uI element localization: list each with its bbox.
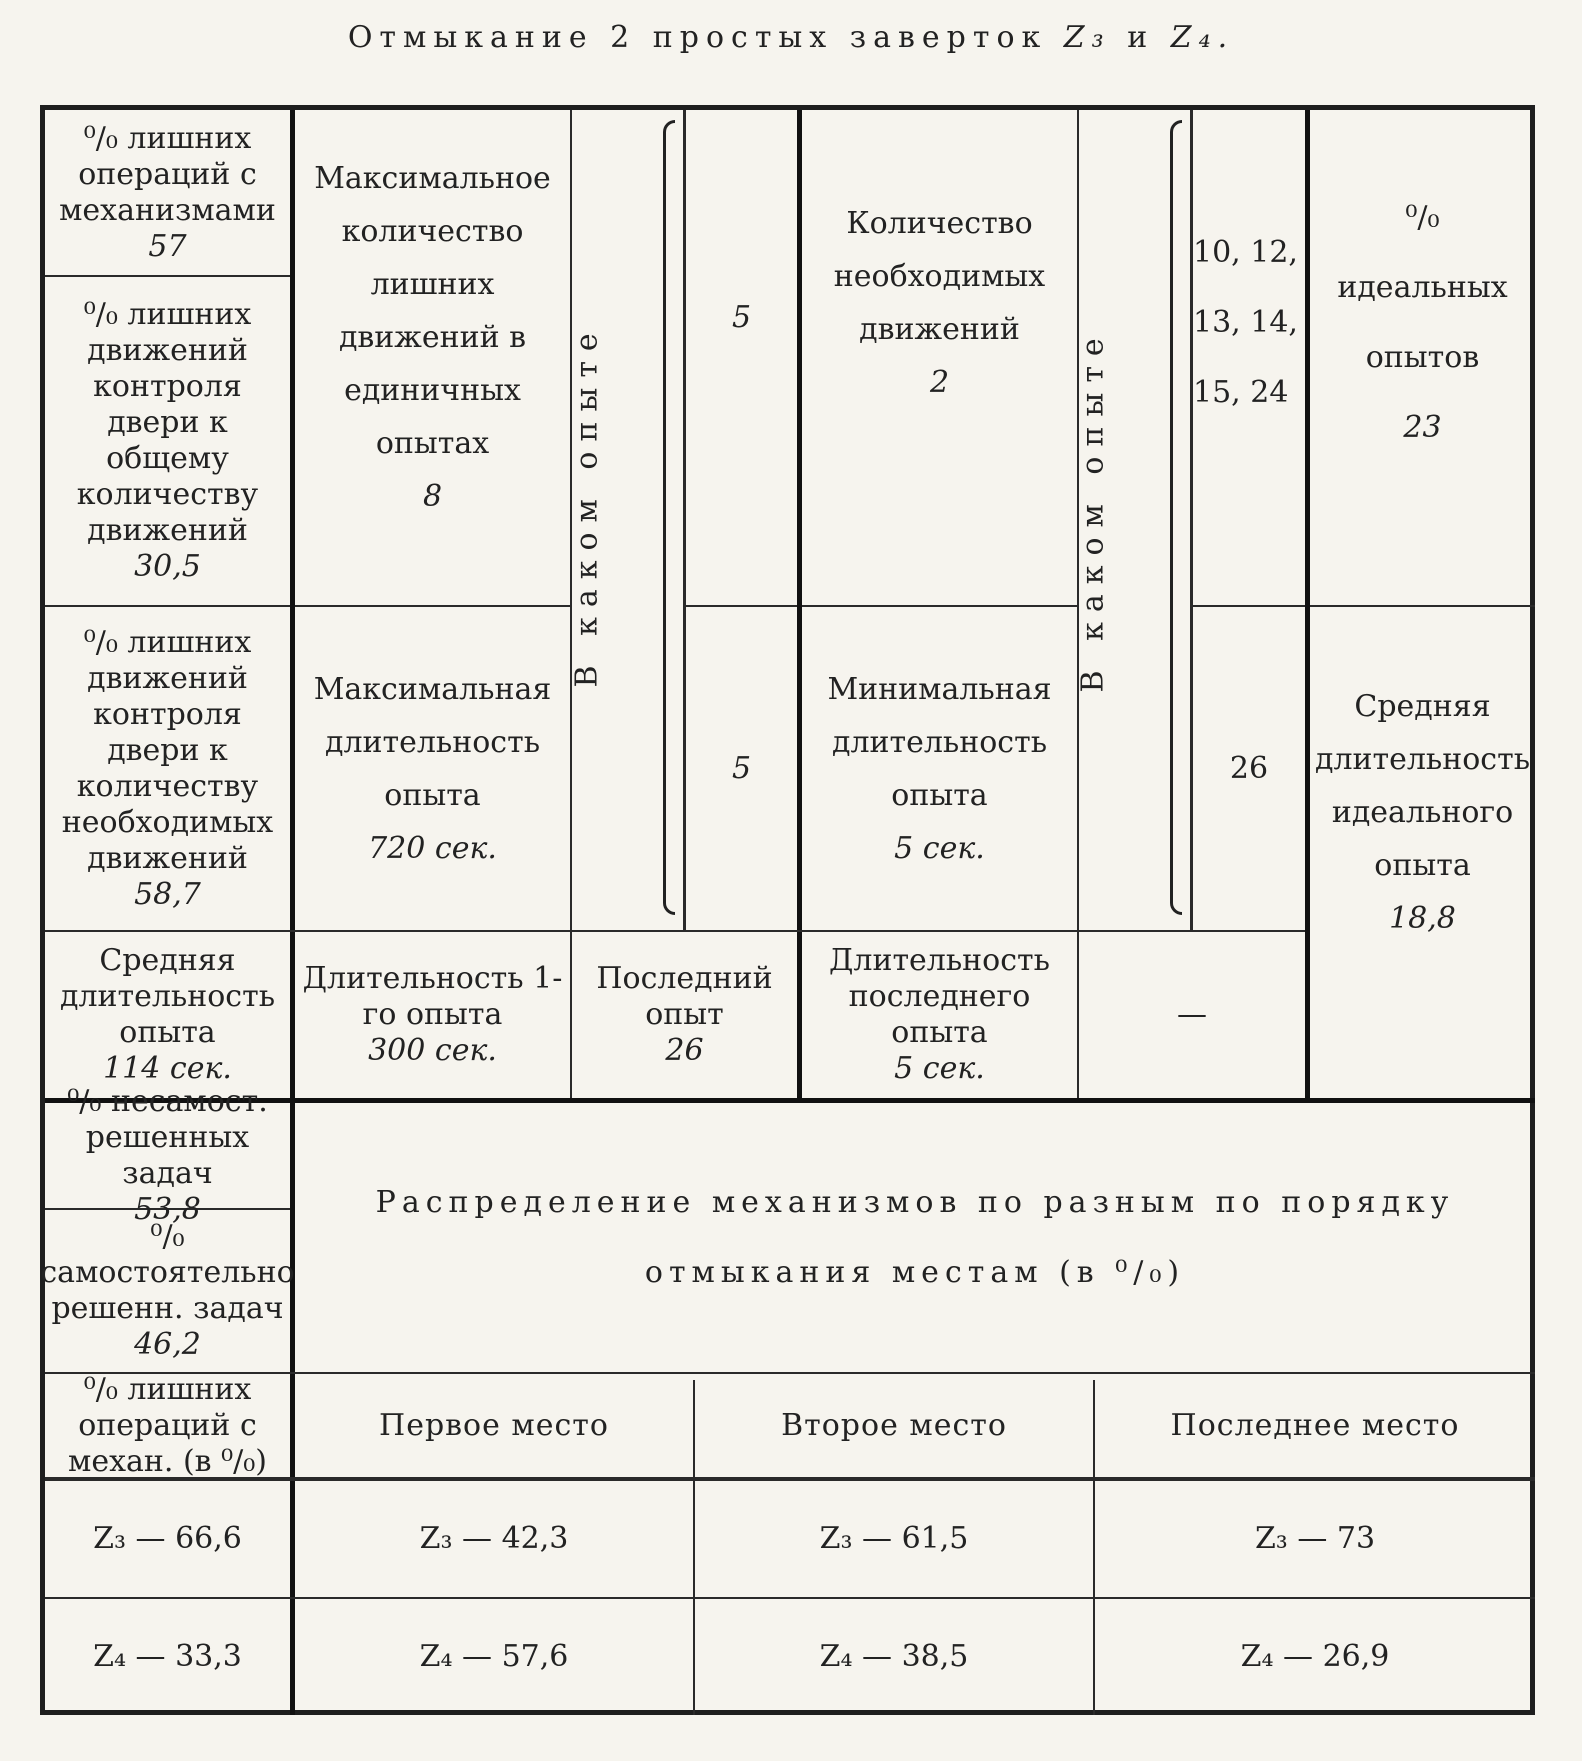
cell-min-duration bbox=[802, 607, 1077, 930]
first-place-header: Первое место bbox=[379, 1407, 609, 1443]
avg-value: 114 сек. bbox=[103, 1051, 232, 1086]
cell-experiment-26: 26 bbox=[1229, 750, 1269, 786]
last-experiment-value: 26 bbox=[665, 1033, 704, 1068]
cell-ops bbox=[45, 110, 290, 275]
experiment-list-line2: 13, 14, bbox=[1193, 304, 1298, 340]
min-duration-value: 5 сек. bbox=[894, 830, 985, 866]
door-needed-label: ⁰/₀ лишних движений контроля двери к количеству необходимых движений bbox=[61, 624, 274, 876]
last-place-header: Последнее место bbox=[1170, 1407, 1460, 1443]
max-duration-value: 720 сек. bbox=[368, 830, 497, 866]
cell-ideal bbox=[1310, 110, 1535, 605]
ops-mechanisms-label: ⁰/₀ лишних операций с механ. (в ⁰/₀) bbox=[68, 1371, 267, 1479]
independent-value: 46,2 bbox=[134, 1327, 201, 1362]
needed-moves-label: Количество необходимых движений bbox=[833, 205, 1046, 347]
avg-label: Средняя длительность опыта bbox=[59, 943, 276, 1050]
title-conj: и bbox=[1127, 20, 1155, 55]
min-duration-label: Минимальная длительность опыта bbox=[827, 671, 1052, 813]
experiment-number-bottom: 5 bbox=[731, 750, 752, 786]
door-total-value: 30,5 bbox=[134, 549, 201, 584]
experiment-list-line1: 10, 12, bbox=[1193, 234, 1298, 270]
avg-ideal-value: 18,8 bbox=[1389, 901, 1456, 936]
row1-last: Z₃ — 73 bbox=[1254, 1521, 1376, 1556]
nonindependent-label: ⁰/₀ несамост. решенных задач bbox=[67, 1083, 268, 1191]
cell-door-total bbox=[45, 277, 290, 605]
needed-moves-value: 2 bbox=[929, 364, 950, 400]
cell-avg bbox=[45, 932, 290, 1098]
max-duration-label: Максимальная длительность опыта bbox=[313, 671, 552, 813]
row2-first: Z₄ — 57,6 bbox=[419, 1639, 569, 1674]
cell-door-needed bbox=[45, 607, 290, 930]
max-extra-value: 8 bbox=[422, 479, 443, 514]
ideal-label: ⁰/₀ идеальных опытов bbox=[1337, 199, 1508, 375]
row1-ops: Z₃ — 66,6 bbox=[93, 1521, 242, 1556]
ideal-value: 23 bbox=[1403, 409, 1442, 445]
cell-ops-mechanisms bbox=[45, 1371, 290, 1479]
second-place-header: Второе место bbox=[781, 1407, 1007, 1443]
door-needed-value: 58,7 bbox=[134, 876, 201, 912]
cell-needed-moves bbox=[802, 110, 1077, 605]
main-table bbox=[40, 105, 1535, 1715]
experiment-list-line3: 15, 24 bbox=[1193, 374, 1289, 410]
ops-label: ⁰/₀ лишних операций с механизмами bbox=[59, 120, 276, 228]
distribution-heading bbox=[295, 1103, 1535, 1372]
cell-dash: — bbox=[1177, 997, 1207, 1032]
independent-label: ⁰/₀ самостоятельно решенн. задач bbox=[40, 1219, 295, 1326]
max-extra-label: Максимальное количество лишних движений в единичных опытах bbox=[314, 161, 551, 461]
nonindependent-value: 53,8 bbox=[134, 1191, 201, 1227]
cell-experiment-list bbox=[1193, 110, 1305, 605]
cell-independent bbox=[40, 1210, 295, 1372]
title-prefix: Отмыкание 2 простых заверток bbox=[347, 20, 1048, 55]
first-duration-label: Длительность 1-го опыта bbox=[302, 961, 563, 1032]
last-duration-value: 5 сек. bbox=[894, 1051, 985, 1086]
avg-ideal-label: Средняя длительность идеального опыта bbox=[1314, 689, 1531, 883]
ops-value: 57 bbox=[148, 228, 187, 264]
cell-first-duration bbox=[295, 932, 570, 1098]
row2-ops: Z₄ — 33,3 bbox=[93, 1639, 242, 1674]
last-experiment-label: Последний опыт bbox=[596, 961, 773, 1032]
door-total-label: ⁰/₀ лишних движений контроля двери к общему количеству движений bbox=[76, 297, 259, 548]
page-title bbox=[0, 20, 1582, 55]
cell-last-experiment bbox=[572, 932, 797, 1098]
row2-last: Z₄ — 26,9 bbox=[1240, 1639, 1390, 1674]
cell-last-duration bbox=[802, 932, 1077, 1098]
row2-second: Z₄ — 38,5 bbox=[819, 1639, 969, 1674]
distribution-line1: Распределение механизмов по разным по порядку bbox=[375, 1184, 1455, 1220]
last-duration-label: Длительность последнего опыта bbox=[829, 943, 1050, 1050]
cell-max-duration bbox=[295, 607, 570, 930]
brace bbox=[663, 120, 675, 915]
experiment-number-top: 5 bbox=[731, 299, 752, 335]
cell-nonindependent bbox=[45, 1083, 290, 1227]
which-experiment-label: В каком опыте bbox=[569, 323, 605, 688]
which-experiment-label-2: В каком опыте bbox=[1075, 328, 1111, 693]
cell-avg-ideal bbox=[1310, 607, 1535, 1098]
distribution-line2: отмыкания местам (в ⁰/₀) bbox=[644, 1254, 1186, 1290]
cell-max-extra bbox=[295, 110, 570, 605]
first-duration-value: 300 сек. bbox=[368, 1033, 497, 1068]
brace bbox=[1170, 120, 1182, 915]
title-z4: Z₄. bbox=[1170, 20, 1235, 55]
row1-first: Z₃ — 42,3 bbox=[419, 1521, 569, 1556]
row1-second: Z₃ — 61,5 bbox=[819, 1521, 969, 1556]
title-z3: Z₃ bbox=[1063, 20, 1111, 55]
